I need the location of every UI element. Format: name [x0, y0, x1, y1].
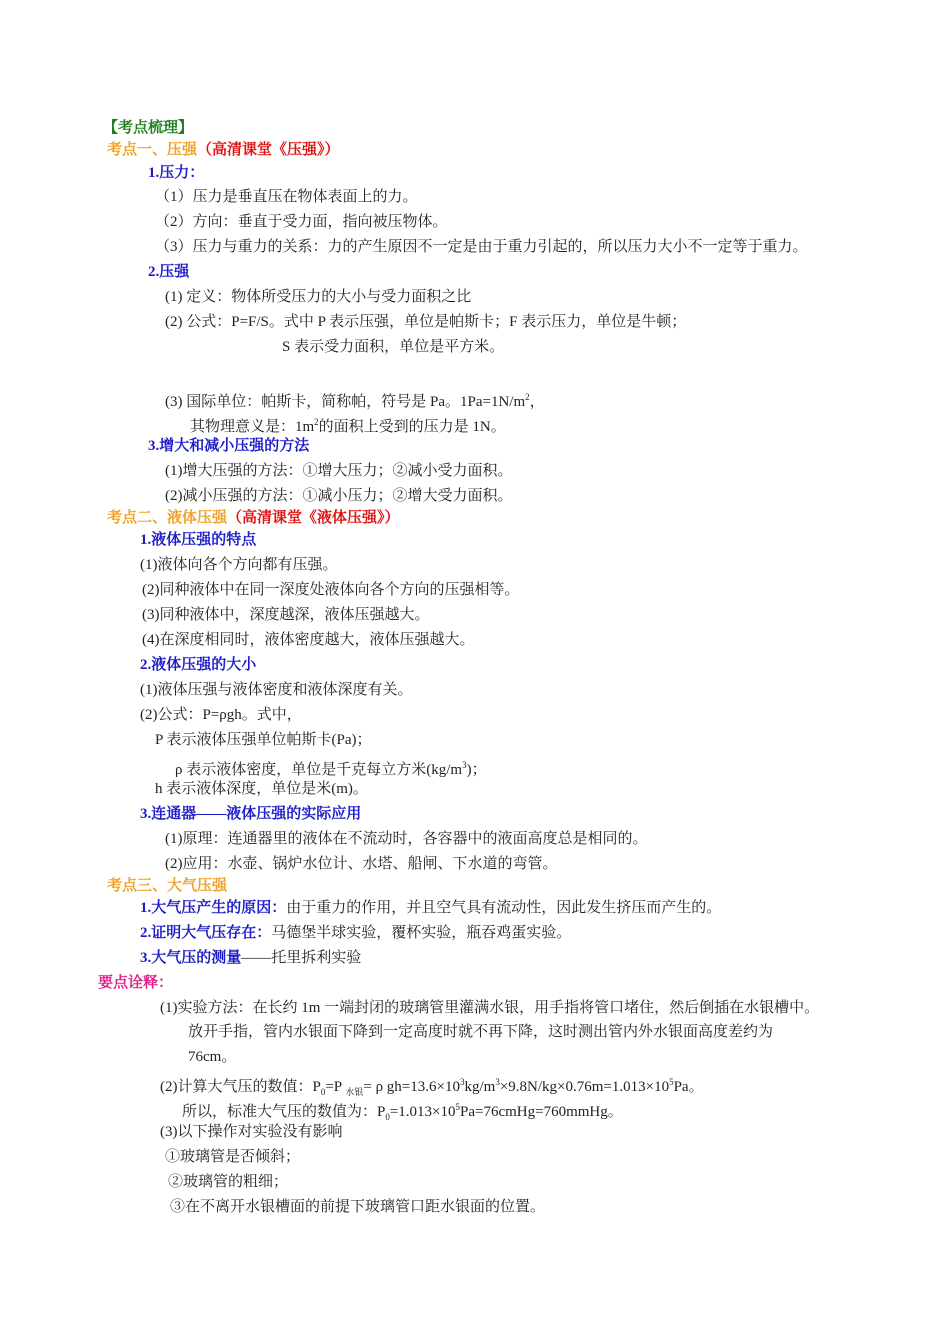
body-text: (1)液体向各个方向都有压强。 — [140, 557, 338, 573]
text-line — [140, 898, 721, 918]
body-text: (2)应用：水壶、锅炉水位计、水塔、船闸、下水道的弯管。 — [165, 856, 558, 872]
body-text: ①玻璃管是否倾斜； — [165, 1149, 301, 1165]
heading-text: （高清课堂《压强》） — [197, 142, 340, 158]
text-line — [107, 508, 400, 528]
body-text: Pa。 — [673, 1079, 704, 1095]
body-text: ρ 表示液体密度，单位是千克每立方米(kg/m — [175, 762, 463, 778]
text-line — [142, 605, 430, 625]
body-text: (2)计算大气压的数值：P — [160, 1079, 321, 1095]
body-text: 的面积上受到的压力是 1N。 — [318, 419, 506, 435]
heading-text: 考点一、压强 — [107, 142, 198, 158]
text-line — [140, 948, 361, 968]
body-text: kg/m — [464, 1079, 496, 1095]
heading-text: 要点诠释： — [98, 975, 174, 991]
heading-text: 3.增大和减小压强的方法 — [148, 438, 310, 454]
text-line — [190, 412, 506, 437]
heading-text: 3.连通器——液体压强的实际应用 — [140, 806, 362, 822]
text-line — [107, 876, 227, 896]
text-line — [148, 163, 204, 183]
body-text: 所以，标准大气压的数值为：P — [182, 1104, 386, 1120]
text-line — [142, 580, 520, 600]
body-text: （1）压力是垂直压在物体表面上的力。 — [155, 189, 418, 205]
body-text: (2)同种液体中在同一深度处液体向各个方向的压强相等。 — [142, 582, 520, 598]
body-text: (1)增大压强的方法：①增大压力；②减小受力面积。 — [165, 463, 513, 479]
text-line — [140, 705, 302, 725]
body-text: h 表示液体深度，单位是米(m)。 — [155, 781, 368, 797]
body-text: (2) 公式：P=F/S。式中 P 表示压强，单位是帕斯卡；F 表示压力，单位是牛顿； — [165, 314, 687, 330]
body-text: = ρ gh=13.6×10 — [363, 1079, 460, 1095]
text-line — [148, 436, 309, 456]
body-text: =1.013×10 — [389, 1104, 456, 1120]
body-text: ②玻璃管的粗细； — [168, 1174, 289, 1190]
body-text: =P — [325, 1079, 346, 1095]
text-line — [282, 337, 504, 357]
body-text: )； — [466, 762, 487, 778]
text-line — [165, 387, 545, 412]
text-line — [188, 1047, 236, 1067]
body-text: (1)液体压强与液体密度和液体深度有关。 — [140, 682, 413, 698]
text-line — [140, 555, 338, 575]
heading-text: 考点三、大气压强 — [107, 878, 228, 894]
text-line — [155, 187, 418, 207]
body-text: ③在不离开水银槽面的前提下玻璃管口距水银面的位置。 — [170, 1199, 546, 1215]
heading-text: 【考点梳理】 — [103, 120, 194, 136]
body-text: 其物理意义是：1m — [190, 419, 315, 435]
text-line — [165, 312, 686, 332]
text-line — [103, 118, 193, 138]
text-line — [165, 1147, 300, 1167]
text-line — [168, 1172, 288, 1192]
body-text: ×9.8N/kg×0.76m=1.013×10 — [499, 1079, 670, 1095]
text-line — [155, 212, 448, 232]
text-line — [165, 486, 513, 506]
body-text: （3）压力与重力的关系：力的产生原因不一定是由于重力引起的，所以压力大小不一定等于重力。 — [155, 239, 808, 255]
heading-text: 1.大气压产生的原因： — [140, 900, 287, 916]
body-text: 放开手指，管内水银面下降到一定高度时就不再下降，这时测出管内外水银面高度差约为 — [188, 1024, 774, 1040]
body-text: 5 — [669, 1077, 674, 1087]
body-text: 0 — [320, 1087, 326, 1097]
body-text: P 表示液体压强单位帕斯卡(Pa)； — [155, 732, 372, 748]
text-line — [140, 680, 413, 700]
body-text: （2）方向：垂直于受力面，指向被压物体。 — [155, 214, 448, 230]
body-text: ， — [529, 394, 545, 410]
body-text: 0 — [385, 1112, 390, 1122]
text-line — [165, 829, 648, 849]
text-line — [155, 730, 372, 750]
body-text: ——托里拆利实验 — [241, 950, 362, 966]
text-line — [165, 287, 471, 307]
body-text: (3) 国际单位：帕斯卡，简称帕，符号是 Pa。1Pa=1N/m — [165, 394, 526, 410]
text-line — [188, 1022, 773, 1042]
heading-text: （高清课堂《液体压强》） — [227, 510, 400, 526]
body-text: (1)实验方法：在长约 1m 一端封闭的玻璃管里灌满水银，用手指将管口堵住，然后倒插在水银槽中。 — [160, 1000, 820, 1016]
body-text: Pa=76cmHg=760mmHg。 — [460, 1104, 623, 1120]
body-text: (4)在深度相同时，液体密度越大，液体压强越大。 — [142, 632, 475, 648]
text-line — [160, 1122, 343, 1142]
text-line — [140, 804, 361, 824]
body-text: (1) 定义：物体所受压力的大小与受力面积之比 — [165, 289, 472, 305]
text-line — [140, 655, 256, 675]
body-text: 2 — [314, 417, 319, 427]
body-text: S 表示受力面积，单位是平方米。 — [282, 339, 505, 355]
body-text: 5 — [455, 1102, 461, 1112]
body-text: (1)原理：连通器里的液体在不流动时，各容器中的液面高度总是相同的。 — [165, 831, 648, 847]
text-line — [140, 530, 256, 550]
body-text: (3)同种液体中，深度越深，液体压强越大。 — [142, 607, 430, 623]
heading-text: 2.压强 — [148, 264, 190, 280]
body-text: (2)公式：P=ρgh。式中， — [140, 707, 302, 723]
text-line — [140, 923, 571, 943]
body-text: 2 — [525, 392, 530, 402]
text-line — [175, 755, 487, 780]
heading-text: 3.大气压的测量 — [140, 950, 242, 966]
text-line — [165, 854, 558, 874]
text-line — [155, 779, 368, 799]
body-text: 马德堡半球实验，覆杯实验，瓶吞鸡蛋实验。 — [271, 925, 572, 941]
text-line — [107, 140, 340, 160]
body-text: (3)以下操作对实验没有影响 — [160, 1124, 343, 1140]
text-line — [142, 630, 475, 650]
heading-text: 1.压力： — [148, 165, 205, 181]
body-text: 水银 — [345, 1087, 364, 1097]
body-text: 3 — [462, 760, 467, 770]
body-text: (2)减小压强的方法：①减小压力；②增大受力面积。 — [165, 488, 513, 504]
body-text: 76cm。 — [188, 1049, 237, 1065]
text-line — [155, 237, 808, 257]
text-line — [170, 1197, 545, 1217]
body-text: 由于重力的作用，并且空气具有流动性，因此发生挤压而产生的。 — [286, 900, 722, 916]
body-text: 3 — [459, 1077, 465, 1087]
text-line — [98, 973, 173, 993]
body-text: 3 — [495, 1077, 500, 1087]
text-line — [148, 262, 189, 282]
text-line — [160, 998, 819, 1018]
heading-text: 1.液体压强的特点 — [140, 532, 257, 548]
heading-text: 2.证明大气压存在： — [140, 925, 272, 941]
text-line — [165, 461, 513, 481]
heading-text: 2.液体压强的大小 — [140, 657, 257, 673]
heading-text: 考点二、液体压强 — [107, 510, 228, 526]
